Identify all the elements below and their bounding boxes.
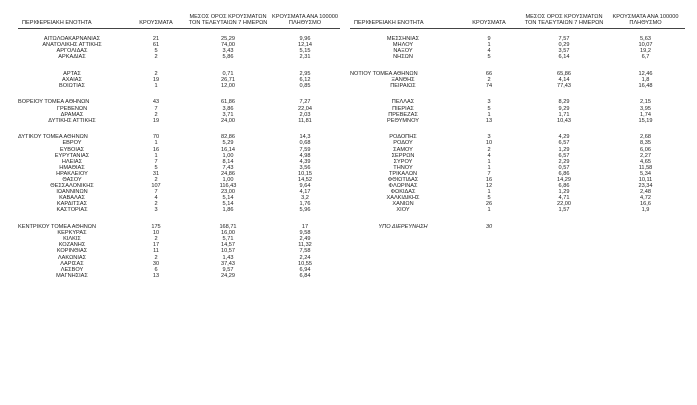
per100k-cell: 10,11 <box>638 177 653 183</box>
cases-cell: 1 <box>487 164 491 171</box>
avg-cell: 3,86 <box>222 105 234 112</box>
avg-cell: 1,00 <box>222 177 234 183</box>
cases-cell: 2 <box>154 254 158 261</box>
avg-cell: 25,29 <box>221 35 235 42</box>
per100k-cell: 14,52 <box>298 177 312 183</box>
per100k-cell: 11,58 <box>638 164 653 171</box>
per100k-cell: 3,56 <box>299 164 311 171</box>
avg-cell: 1,86 <box>222 207 234 214</box>
per100k-cell: 4,65 <box>640 158 651 165</box>
cases-cell: 2 <box>154 54 158 61</box>
cases-cell: 5 <box>154 48 158 54</box>
avg-cell: 7,57 <box>558 35 570 42</box>
table-row <box>350 224 685 230</box>
cases-cell: 5 <box>154 164 158 171</box>
per100k-cell: 3,95 <box>640 105 651 112</box>
region-name-cell: ΑΧΑΪΑΣ <box>62 76 82 83</box>
region-name-cell: ΜΗΛΟΥ <box>392 41 414 48</box>
avg-cell: 1,71 <box>558 111 570 118</box>
cases-cell: 21 <box>152 35 160 42</box>
cases-cell: 5 <box>487 195 491 202</box>
cases-cell: 4 <box>487 152 491 159</box>
per100k-cell: 6,06 <box>640 146 651 153</box>
per100k-cell: 5,63 <box>640 35 651 42</box>
per100k-cell: 12,14 <box>298 41 312 48</box>
per100k-cell: 2,03 <box>299 111 311 118</box>
per100k-cell: 9,96 <box>299 35 311 42</box>
cases-cell: 66 <box>485 70 493 77</box>
header-cases: ΚΡΟΥΣΜΑΤΑ <box>456 14 522 28</box>
per100k-cell: 17 <box>301 224 309 231</box>
per100k-cell: 23,34 <box>638 183 653 190</box>
region-name-cell: ΛΕΣΒΟΥ <box>60 266 84 273</box>
per100k-cell: 10,15 <box>298 170 312 177</box>
region-name-cell: ΛΑΡΙΣΑΣ <box>60 260 84 267</box>
table-body-right <box>350 28 685 230</box>
region-name-cell: ΥΠΟ ΔΙΕΡΕΥΝΗΣΗ <box>378 224 428 231</box>
header-region: ΠΕΡΙΦΕΡΕΙΑΚΗ ΕΝΟΤΗΤΑ <box>350 14 456 28</box>
cases-cell: 1 <box>487 189 491 196</box>
region-name-cell: ΚΟΡΙΝΘΙΑΣ <box>56 248 88 255</box>
per100k-cell: 0,85 <box>299 82 311 89</box>
avg-cell: 3,71 <box>222 111 234 118</box>
region-name-cell: ΣΕΡΡΩΝ <box>391 152 415 159</box>
region-name-cell: ΗΛΕΙΑΣ <box>61 158 83 165</box>
avg-cell: 10,43 <box>557 117 571 124</box>
cases-cell: 19 <box>152 76 160 83</box>
cases-cell: 3 <box>487 134 491 141</box>
cases-cell: 16 <box>152 146 160 153</box>
table-body-left <box>18 28 340 279</box>
cases-cell: 13 <box>485 117 493 124</box>
per100k-cell: 9,58 <box>299 230 311 237</box>
group-spacer <box>18 60 340 71</box>
avg-cell: 1,29 <box>558 146 570 153</box>
region-name-cell: ΦΛΩΡΙΝΑΣ <box>388 183 418 190</box>
cases-cell: 1 <box>154 82 158 89</box>
per100k-cell: 10,55 <box>298 260 312 267</box>
avg-cell: 82,86 <box>221 134 235 141</box>
region-name-cell: ΑΡΚΑΔΙΑΣ <box>58 54 86 61</box>
region-name-cell: ΠΙΕΡΙΑΣ <box>392 105 414 112</box>
cases-cell: 17 <box>152 242 160 249</box>
cases-cell: 2 <box>154 177 158 183</box>
avg-cell: 9,57 <box>222 266 234 273</box>
region-name-cell: ΤΗΝΟΥ <box>393 164 413 171</box>
per100k-cell: 15,19 <box>638 117 653 124</box>
per100k-cell: 2,49 <box>299 236 311 243</box>
per100k-cell: 5,96 <box>299 207 311 214</box>
per100k-cell: 6,94 <box>299 266 311 273</box>
region-name-cell: ΠΕΙΡΑΙΩΣ <box>390 82 416 89</box>
avg-cell: 5,14 <box>222 195 234 202</box>
per100k-cell: 14,3 <box>299 134 311 141</box>
per100k-cell: 7,27 <box>299 99 311 106</box>
region-name-cell: ΑΡΤΑΣ <box>63 70 81 77</box>
avg-cell: 0,29 <box>558 41 570 48</box>
region-name-cell: ΝΑΞΟΥ <box>393 48 413 54</box>
region-name-cell: ΚΟΖΑΝΗΣ <box>58 242 86 249</box>
group-spacer <box>350 214 685 225</box>
avg-cell: 4,14 <box>558 76 570 83</box>
avg-cell: 23,00 <box>221 189 235 196</box>
cases-cell: 1 <box>487 207 491 214</box>
per100k-cell: 5,34 <box>640 170 651 177</box>
cases-cell: 7 <box>487 170 491 177</box>
avg-cell: 0,57 <box>558 164 570 171</box>
avg-cell: 5,86 <box>222 54 234 61</box>
region-name-cell: ΚΕΝΤΡΙΚΟΥ ΤΟΜΕΑ ΑΘΗΝΩΝ <box>18 224 97 231</box>
avg-cell: 3,43 <box>222 48 234 54</box>
region-name-cell: ΦΩΚΙΔΑΣ <box>390 189 416 196</box>
per100k-cell: 2,31 <box>299 54 311 61</box>
per100k-cell: 2,95 <box>299 70 311 77</box>
per100k-cell: 6,12 <box>299 76 311 83</box>
region-name-cell: ΓΡΕΒΕΝΩΝ <box>56 105 88 112</box>
cases-cell: 175 <box>151 224 161 231</box>
avg-cell: 14,57 <box>221 242 235 249</box>
region-name-cell: ΣΑΜΟΥ <box>393 146 413 153</box>
avg-cell: 168,71 <box>219 224 237 231</box>
region-name-cell: ΣΥΡΟΥ <box>393 158 413 165</box>
avg-cell: 6,86 <box>558 170 570 177</box>
per100k-cell: 1,74 <box>640 111 651 118</box>
region-name-cell: ΔΥΤΙΚΗΣ ΑΤΤΙΚΗΣ <box>48 117 96 124</box>
region-name-cell: ΡΕΘΥΜΝΟΥ <box>387 117 419 124</box>
avg-cell: 24,29 <box>221 272 235 279</box>
cases-cell: 2 <box>487 146 491 153</box>
avg-cell: 9,29 <box>558 105 570 112</box>
region-name-cell: ΗΜΑΘΙΑΣ <box>59 164 85 171</box>
cases-cell: 30 <box>152 260 160 267</box>
region-name-cell: ΡΟΔΟΥ <box>393 140 413 147</box>
per100k-cell: 11,32 <box>298 242 312 249</box>
avg-cell: 1,43 <box>222 254 234 261</box>
per100k-cell: 6,7 <box>641 54 650 61</box>
group-spacer <box>18 89 340 100</box>
region-name-cell: ΚΕΡΚΥΡΑΣ <box>57 230 87 237</box>
region-name-cell: ΒΟΡΕΙΟΥ ΤΟΜΕΑ ΑΘΗΝΩΝ <box>18 99 90 106</box>
cases-cell: 9 <box>487 35 491 42</box>
cases-cell: 2 <box>154 236 158 243</box>
per100k-cell: 2,48 <box>640 189 651 196</box>
region-name-cell: ΒΟΙΩΤΙΑΣ <box>59 82 85 89</box>
cases-cell: 5 <box>487 54 491 61</box>
header-cases: ΚΡΟΥΣΜΑΤΑ <box>126 14 186 28</box>
avg-cell: 24,00 <box>221 117 235 124</box>
cases-cell: 10 <box>152 230 160 237</box>
region-name-cell: ΧΙΟΥ <box>396 207 410 214</box>
avg-cell: 4,71 <box>558 195 570 202</box>
header-region: ΠΕΡΙΦΕΡΕΙΑΚΗ ΕΝΟΤΗΤΑ <box>18 14 126 28</box>
table-header-row <box>18 14 340 28</box>
per100k-cell: 4,39 <box>299 158 311 165</box>
cases-cell: 2 <box>154 201 158 208</box>
group-spacer <box>18 214 340 225</box>
avg-cell: 6,57 <box>558 152 570 159</box>
avg-cell: 7,43 <box>222 164 234 171</box>
avg-cell: 5,14 <box>222 201 234 208</box>
avg-cell: 8,14 <box>222 158 234 165</box>
region-name-cell: ΝΟΤΙΟΥ ΤΟΜΕΑ ΑΘΗΝΩΝ <box>350 70 418 77</box>
cases-cell: 74 <box>485 82 493 89</box>
cases-cell: 11 <box>153 248 159 255</box>
region-name-cell: ΘΑΣΟΥ <box>62 177 82 183</box>
cases-cell: 2 <box>154 111 158 118</box>
per100k-cell: 16,48 <box>638 82 653 89</box>
region-name-cell: ΛΑΚΩΝΙΑΣ <box>57 254 87 261</box>
per100k-cell: 19,2 <box>640 48 651 54</box>
cases-cell: 107 <box>151 183 161 190</box>
per100k-cell: 4,17 <box>299 189 311 196</box>
cases-cell: 31 <box>152 170 160 177</box>
per100k-cell: 2,27 <box>640 152 651 159</box>
region-name-cell: ΑΙΤΩΛΟΑΚΑΡΝΑΝΙΑΣ <box>43 35 101 42</box>
cases-cell: 16 <box>485 177 493 183</box>
per100k-cell: 8,35 <box>640 140 651 147</box>
cases-cell: 5 <box>487 105 491 112</box>
header-avg: ΜΕΣΟΣ ΟΡΟΣ ΚΡΟΥΣΜΑΤΩΝ ΤΟΝ ΤΕΛΕΥΤΑΙΩΝ 7 ΗΜΕΡΩΝ <box>522 14 606 28</box>
avg-cell: 8,29 <box>558 99 570 106</box>
cases-cell: 1 <box>487 158 491 165</box>
avg-cell: 5,71 <box>222 236 234 243</box>
region-name-cell: ΔΥΤΙΚΟΥ ΤΟΜΕΑ ΑΘΗΝΩΝ <box>18 134 88 141</box>
avg-cell: 5,29 <box>222 140 234 147</box>
avg-cell: 6,86 <box>558 183 570 190</box>
per100k-cell: 9,64 <box>299 183 311 190</box>
avg-cell: 1,00 <box>222 152 234 159</box>
cases-cell: 3 <box>487 99 491 106</box>
avg-cell: 10,57 <box>221 248 235 255</box>
per100k-cell: 7,58 <box>299 248 311 255</box>
cases-cell: 13 <box>152 272 160 279</box>
cases-cell: 3 <box>154 207 158 214</box>
avg-cell: 116,43 <box>219 183 237 190</box>
per100k-cell: 2,68 <box>640 134 651 141</box>
group-spacer <box>350 89 685 100</box>
cases-cell: 19 <box>152 117 160 124</box>
per100k-cell: 11,81 <box>298 117 312 124</box>
cases-cell: 1 <box>154 140 158 147</box>
region-name-cell: ΚΑΣΤΟΡΙΑΣ <box>56 207 88 214</box>
region-name-cell: ΕΒΡΟΥ <box>62 140 82 147</box>
cases-cell: 6 <box>154 266 158 273</box>
region-name-cell: ΗΡΑΚΛΕΙΟΥ <box>56 170 88 177</box>
cases-cell: 1 <box>154 152 158 159</box>
cases-cell: 4 <box>154 195 158 202</box>
avg-cell: 6,57 <box>558 140 570 147</box>
region-name-cell: ΧΑΛΚΙΔΙΚΗΣ <box>386 195 420 202</box>
table-header-row <box>350 14 685 28</box>
avg-cell: 65,86 <box>557 70 571 77</box>
cases-cell: 2 <box>154 70 158 77</box>
region-name-cell: ΙΩΑΝΝΙΝΩΝ <box>56 189 88 196</box>
region-name-cell: ΘΕΣΣΑΛΟΝΙΚΗΣ <box>50 183 94 190</box>
avg-cell: 14,29 <box>557 177 571 183</box>
region-name-cell: ΧΑΝΙΩΝ <box>392 201 414 208</box>
avg-cell: 1,29 <box>558 189 570 196</box>
group-spacer <box>18 28 340 36</box>
per100k-cell: 22,04 <box>298 105 312 112</box>
region-name-cell: ΦΘΙΩΤΙΔΑΣ <box>387 177 419 183</box>
per100k-cell: 1,76 <box>299 201 311 208</box>
region-name-cell: ΜΑΓΝΗΣΙΑΣ <box>56 272 88 279</box>
avg-cell: 61,86 <box>221 99 235 106</box>
cases-cell: 30 <box>485 224 493 231</box>
cases-cell: 43 <box>152 99 160 106</box>
cases-cell: 26 <box>485 201 493 208</box>
header-per100k: ΚΡΟΥΣΜΑΤΑ ΑΝΑ 100000 ΠΛΗΘΥΣΜΟ <box>270 14 340 28</box>
per100k-cell: 5,15 <box>299 48 311 54</box>
cases-cell: 70 <box>152 134 160 141</box>
avg-cell: 4,29 <box>558 134 570 141</box>
per100k-cell: 4,72 <box>640 195 651 202</box>
avg-cell: 12,00 <box>221 82 235 89</box>
per100k-cell: 2,24 <box>299 254 311 261</box>
region-name-cell: ΞΑΝΘΗΣ <box>391 76 415 83</box>
region-name-cell: ΤΡΙΚΑΛΩΝ <box>388 170 418 177</box>
per100k-cell <box>606 224 685 230</box>
avg-cell: 0,71 <box>222 70 234 77</box>
cases-cell: 1 <box>487 41 491 48</box>
avg-cell: 2,29 <box>558 158 570 165</box>
table-row <box>18 273 340 279</box>
avg-cell: 26,71 <box>221 76 235 83</box>
avg-cell <box>522 224 606 230</box>
per100k-cell: 16,6 <box>640 201 651 208</box>
avg-cell: 22,00 <box>557 201 571 208</box>
region-name-cell: ΕΥΒΟΙΑΣ <box>59 146 85 153</box>
region-name-cell: ΑΝΑΤΟΛΙΚΗΣ ΑΤΤΙΚΗΣ <box>42 41 102 48</box>
group-spacer <box>18 124 340 135</box>
header-per100k: ΚΡΟΥΣΜΑΤΑ ΑΝΑ 100000 ΠΛΗΘΥΣΜΟ <box>606 14 685 28</box>
region-name-cell: ΠΕΛΛΑΣ <box>391 99 415 106</box>
per100k-cell: 2,15 <box>640 99 651 106</box>
cases-cell: 4 <box>487 48 491 54</box>
cases-cell: 7 <box>154 189 158 196</box>
cases-cell: 10 <box>485 140 493 147</box>
region-name-cell: ΔΡΑΜΑΣ <box>60 111 84 118</box>
avg-cell: 1,57 <box>558 207 570 214</box>
header-avg: ΜΕΣΟΣ ΟΡΟΣ ΚΡΟΥΣΜΑΤΩΝ ΤΟΝ ΤΕΛΕΥΤΑΙΩΝ 7 ΗΜΕΡΩΝ <box>186 14 270 28</box>
group-spacer <box>350 60 685 71</box>
cases-cell: 7 <box>154 158 158 165</box>
avg-cell: 3,57 <box>558 48 570 54</box>
per100k-cell: 1,8 <box>641 76 650 83</box>
cases-table-left <box>18 14 340 279</box>
avg-cell: 24,86 <box>221 170 235 177</box>
cases-cell: 12 <box>485 183 493 190</box>
region-name-cell: ΕΥΡΥΤΑΝΙΑΣ <box>54 152 90 159</box>
cases-cell: 2 <box>487 76 491 83</box>
cases-cell: 61 <box>152 41 160 48</box>
region-name-cell: ΠΡΕΒΕΖΑΣ <box>388 111 418 118</box>
per100k-cell: 4,98 <box>299 152 311 159</box>
region-name-cell: ΜΕΣΣΗΝΙΑΣ <box>386 35 420 42</box>
region-name-cell: ΝΗΣΩΝ <box>393 54 413 61</box>
per100k-cell: 0,68 <box>299 140 311 147</box>
per100k-cell: 3,2 <box>301 195 309 202</box>
region-name-cell: ΑΡΓΟΛΙΔΑΣ <box>56 48 88 54</box>
per100k-cell: 12,46 <box>638 70 653 77</box>
avg-cell: 37,43 <box>221 260 235 267</box>
per100k-cell: 1,9 <box>641 207 650 214</box>
cases-cell: 1 <box>487 111 491 118</box>
avg-cell: 74,00 <box>221 41 235 48</box>
cases-table-right <box>350 14 685 230</box>
cases-cell: 7 <box>154 105 158 112</box>
per100k-cell: 6,84 <box>299 272 311 279</box>
avg-cell: 6,14 <box>558 54 570 61</box>
per100k-cell: 7,59 <box>299 146 311 153</box>
region-name-cell: ΚΙΛΚΙΣ <box>63 236 81 243</box>
region-name-cell: ΡΟΔΟΠΗΣ <box>389 134 417 141</box>
avg-cell: 16,14 <box>221 146 235 153</box>
avg-cell: 16,00 <box>221 230 235 237</box>
avg-cell: 77,43 <box>557 82 571 89</box>
region-name-cell: ΚΑΡΔΙΤΣΑΣ <box>56 201 88 208</box>
per100k-cell: 10,07 <box>638 41 653 48</box>
group-spacer <box>350 124 685 135</box>
group-spacer <box>350 28 685 36</box>
region-name-cell: ΚΑΒΑΛΑΣ <box>59 195 85 202</box>
